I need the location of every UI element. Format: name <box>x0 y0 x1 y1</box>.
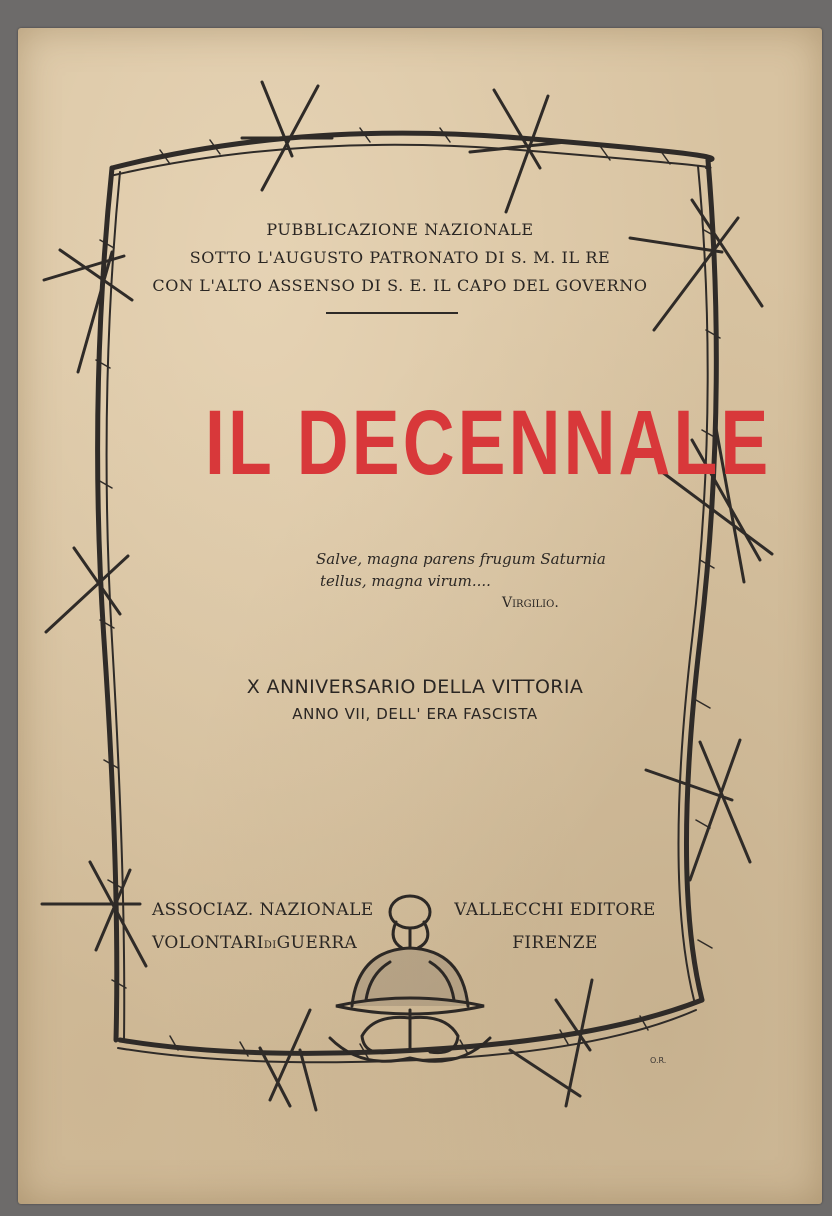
association-line-1: ASSOCIAZ. NAZIONALE <box>152 900 374 920</box>
anniversary-line: X ANNIVERSARIO DELLA VITTORIA <box>246 676 584 698</box>
header-line-3: CON L'ALTO ASSENSO DI S. E. IL CAPO DEL GOVERNO <box>152 276 648 295</box>
publisher-line-2: FIRENZE <box>512 933 598 953</box>
header-line-2: SOTTO L'AUGUSTO PATRONATO DI S. M. IL RE <box>189 248 611 267</box>
era-line: ANNO VII, DELL' ERA FASCISTA <box>292 705 538 723</box>
header-line-1: PUBBLICAZIONE NAZIONALE <box>266 220 534 239</box>
association-line-2: VOLONTARIDIGUERRA <box>152 933 358 953</box>
header-divider <box>326 312 458 314</box>
epigraph-author: Virgilio. <box>502 595 559 611</box>
artist-initials: O.R. <box>650 1056 667 1065</box>
patronage-header <box>150 216 650 300</box>
publisher-line-1: VALLECCHI EDITORE <box>454 900 656 920</box>
helmet-emblem-icon <box>290 888 530 1088</box>
book-title: IL DECENNALE <box>205 392 772 494</box>
epigraph-line-2: tellus, magna virum.... <box>320 572 491 590</box>
epigraph <box>316 548 656 614</box>
anniversary-block <box>150 673 680 727</box>
epigraph-line-1: Salve, magna parens frugum Saturnia <box>316 550 606 568</box>
